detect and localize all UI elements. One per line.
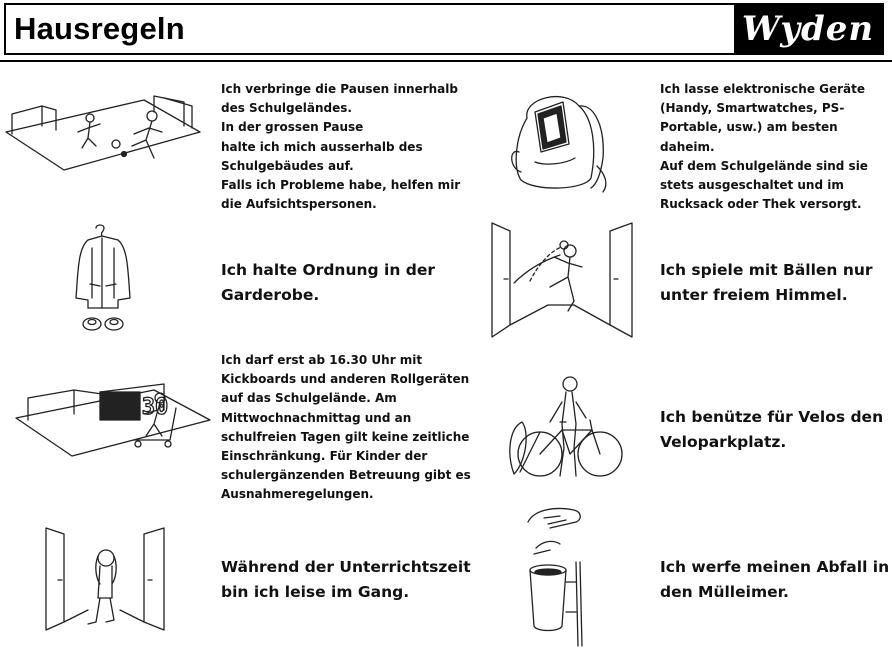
ball-corridor-icon xyxy=(490,221,634,339)
rule-pausen: Ich verbringe die Pausen innerhalb des Schulgeländes. In der grossen Pause halte ich mich ausserhalb des Schulgebäudes auf. Falls ich Probleme habe, helfen mir die Aufsichtspersonen. xyxy=(221,82,461,212)
page-title: Hausregeln xyxy=(14,11,185,46)
rule-velos: Ich benütze für Velos den Veloparkplatz. xyxy=(660,408,884,451)
quiet-hallway-icon xyxy=(44,526,166,632)
kickboard-clock-icon xyxy=(14,380,210,478)
bike-parking-icon xyxy=(500,372,625,480)
rule-gang: Während der Unterrichtszeit bin ich leise im Gang. xyxy=(221,558,471,601)
schoolyard-play-icon xyxy=(4,92,200,184)
rule-garderobe: Ich halte Ordnung in der Garderobe. xyxy=(221,261,436,304)
rule-rollgeraete: Ich darf erst ab 16.30 Uhr mit Kickboards und anderen Rollgeräten auf das Schulgelände. Am Mittwochnachmittag und an schulfreien Tagen gilt keine zeitliche Einschränkung. Für Kinder der schulergänzenden Betreuung gibt es Ausnahmeregelungen. xyxy=(221,353,471,502)
page-header xyxy=(4,3,884,55)
rule-geraete: Ich lasse elektronische Geräte (Handy, Smartwatches, PS- Portable, usw.) am besten daheim. Auf dem Schulgelände sind sie stets ausgeschaltet und im Rucksack oder Thek versorgt. xyxy=(660,82,868,212)
wyden-logo: Wyden xyxy=(734,5,882,53)
rule-abfall: Ich werfe meinen Abfall in den Mülleimer. xyxy=(660,558,890,601)
rule-baelle: Ich spiele mit Bällen nur unter freiem Himmel. xyxy=(660,261,873,304)
svg-text:16:30: 16:30 xyxy=(102,395,169,420)
trash-bin-icon xyxy=(520,502,590,650)
backpack-phone-icon xyxy=(505,88,617,196)
header-divider xyxy=(0,60,892,62)
jacket-shoes-icon xyxy=(74,224,134,340)
